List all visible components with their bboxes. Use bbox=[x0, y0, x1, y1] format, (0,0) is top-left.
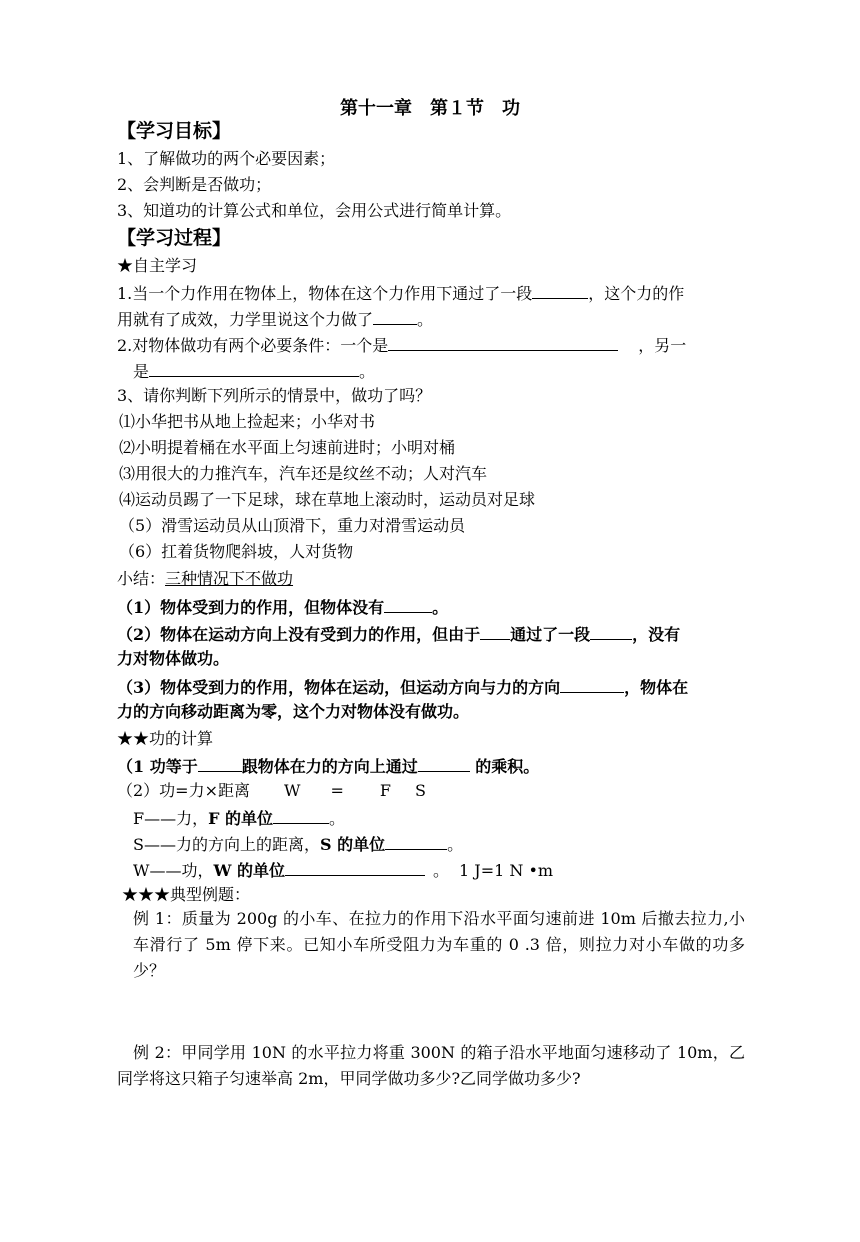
case-item: （5）滑雪运动员从山顶滑下，重力对滑雪运动员 bbox=[119, 516, 466, 535]
page-title: 第十一章 第１节 功 bbox=[340, 98, 520, 119]
unit-distance: S——力的方向上的距离，S 的单位 。 bbox=[133, 832, 463, 856]
examples-heading: ★★★典型例题： bbox=[122, 885, 251, 904]
self-study-heading: ★自主学习 bbox=[117, 256, 198, 275]
question-3: 3、请你判断下列所示的情景中，做功了吗？ bbox=[117, 386, 432, 405]
formula-f: F bbox=[379, 781, 391, 800]
answer-blank[interactable] bbox=[149, 359, 359, 377]
formula-s: S bbox=[414, 781, 426, 800]
answer-blank[interactable] bbox=[388, 333, 618, 351]
q1-text-b: ，这个力的作 bbox=[588, 284, 685, 303]
calc-2: （2）功=力×距离 W = F S bbox=[117, 781, 426, 800]
case-item: ⑵小明提着桶在水平面上匀速前进时；小明对桶 bbox=[119, 438, 456, 457]
calc-heading: ★★功的计算 bbox=[117, 729, 214, 748]
answer-blank[interactable] bbox=[480, 622, 510, 640]
goals-header: 【学习目标】 bbox=[117, 120, 232, 142]
formula-w: W bbox=[284, 781, 301, 800]
answer-blank[interactable] bbox=[532, 281, 588, 299]
question-2 bbox=[117, 333, 686, 357]
q2-text-b: ，另一 bbox=[638, 336, 687, 355]
process-header: 【学习过程】 bbox=[117, 227, 232, 249]
summary-point-3: （3）物体受到力的作用，物体在运动，但运动方向与力的方向 ，物体在 bbox=[117, 675, 688, 699]
example-2: 例 2：甲同学用 10N 的水平拉力将重 300N 的箱子沿水平地面匀速移动了 10m，乙同学将这只箱子匀速举高 2m，甲同学做功多少?乙同学做功多少? bbox=[117, 1043, 745, 1088]
unit-work: W——功，W 的单位 。 1 J=1 N •m bbox=[133, 858, 553, 882]
question-2-cont bbox=[133, 359, 375, 383]
case-item: ⑴小华把书从地上捡起来；小华对书 bbox=[119, 412, 376, 431]
unit-force: F——力，F 的单位 。 bbox=[133, 806, 345, 830]
q2-text-c: 是 bbox=[133, 362, 150, 381]
case-item: （6）扛着货物爬斜坡，人对货物 bbox=[119, 542, 354, 561]
calc-1: （1 功等于 跟物体在力的方向上通过 的乘积。 bbox=[117, 754, 539, 778]
q1-text-d: 。 bbox=[417, 310, 434, 329]
answer-blank[interactable] bbox=[384, 595, 432, 613]
answer-blank[interactable] bbox=[418, 754, 470, 772]
q2-text-a: 2.对物体做功有两个必要条件：一个是 bbox=[117, 336, 389, 355]
answer-blank[interactable] bbox=[198, 754, 242, 772]
summary-point-3-cont: 力的方向移动距离为零，这个力对物体没有做功。 bbox=[117, 702, 470, 721]
summary-point-2-cont: 力对物体做功。 bbox=[117, 649, 230, 668]
summary-point-2: （2）物体在运动方向上没有受到力的作用，但由于 通过了一段 ，没有 bbox=[117, 622, 680, 646]
answer-blank[interactable] bbox=[273, 806, 329, 824]
q1-text-c: 用就有了成效，力学里说这个力做了 bbox=[117, 310, 374, 329]
question-1 bbox=[117, 281, 684, 305]
case-item: ⑷运动员踢了一下足球，球在草地上滚动时，运动员对足球 bbox=[119, 490, 536, 509]
answer-blank[interactable] bbox=[285, 858, 425, 876]
formula-eq: = bbox=[330, 781, 344, 800]
answer-blank[interactable] bbox=[385, 832, 447, 850]
example-1: 例 1：质量为 200g 的小车、在拉力的作用下沿水平面匀速前进 10m 后撤去拉力,小车滑行了 5m 停下来。已知小车所受阻力为车重的 0 .3 倍，则拉力对小车做的功多少？ bbox=[133, 909, 745, 980]
answer-blank[interactable] bbox=[590, 622, 632, 640]
answer-blank[interactable] bbox=[560, 675, 624, 693]
goal-item: 3、知道功的计算公式和单位，会用公式进行简单计算。 bbox=[117, 201, 512, 220]
summary-label: 小结： bbox=[117, 569, 166, 588]
goal-item: 2、会判断是否做功； bbox=[117, 175, 272, 194]
case-item: ⑶用很大的力推汽车，汽车还是纹丝不动；人对汽车 bbox=[119, 464, 488, 483]
summary-point-1: （1）物体受到力的作用，但物体没有 。 bbox=[117, 595, 448, 619]
goal-item: 1、了解做功的两个必要因素； bbox=[117, 149, 336, 168]
question-1-cont bbox=[117, 307, 433, 331]
q2-text-d: 。 bbox=[359, 362, 376, 381]
summary-text: 三种情况下不做功 bbox=[165, 569, 294, 588]
summary bbox=[117, 568, 293, 590]
q1-text-a: 1.当一个力作用在物体上，物体在这个力作用下通过了一段 bbox=[117, 284, 533, 303]
answer-blank[interactable] bbox=[373, 307, 417, 325]
